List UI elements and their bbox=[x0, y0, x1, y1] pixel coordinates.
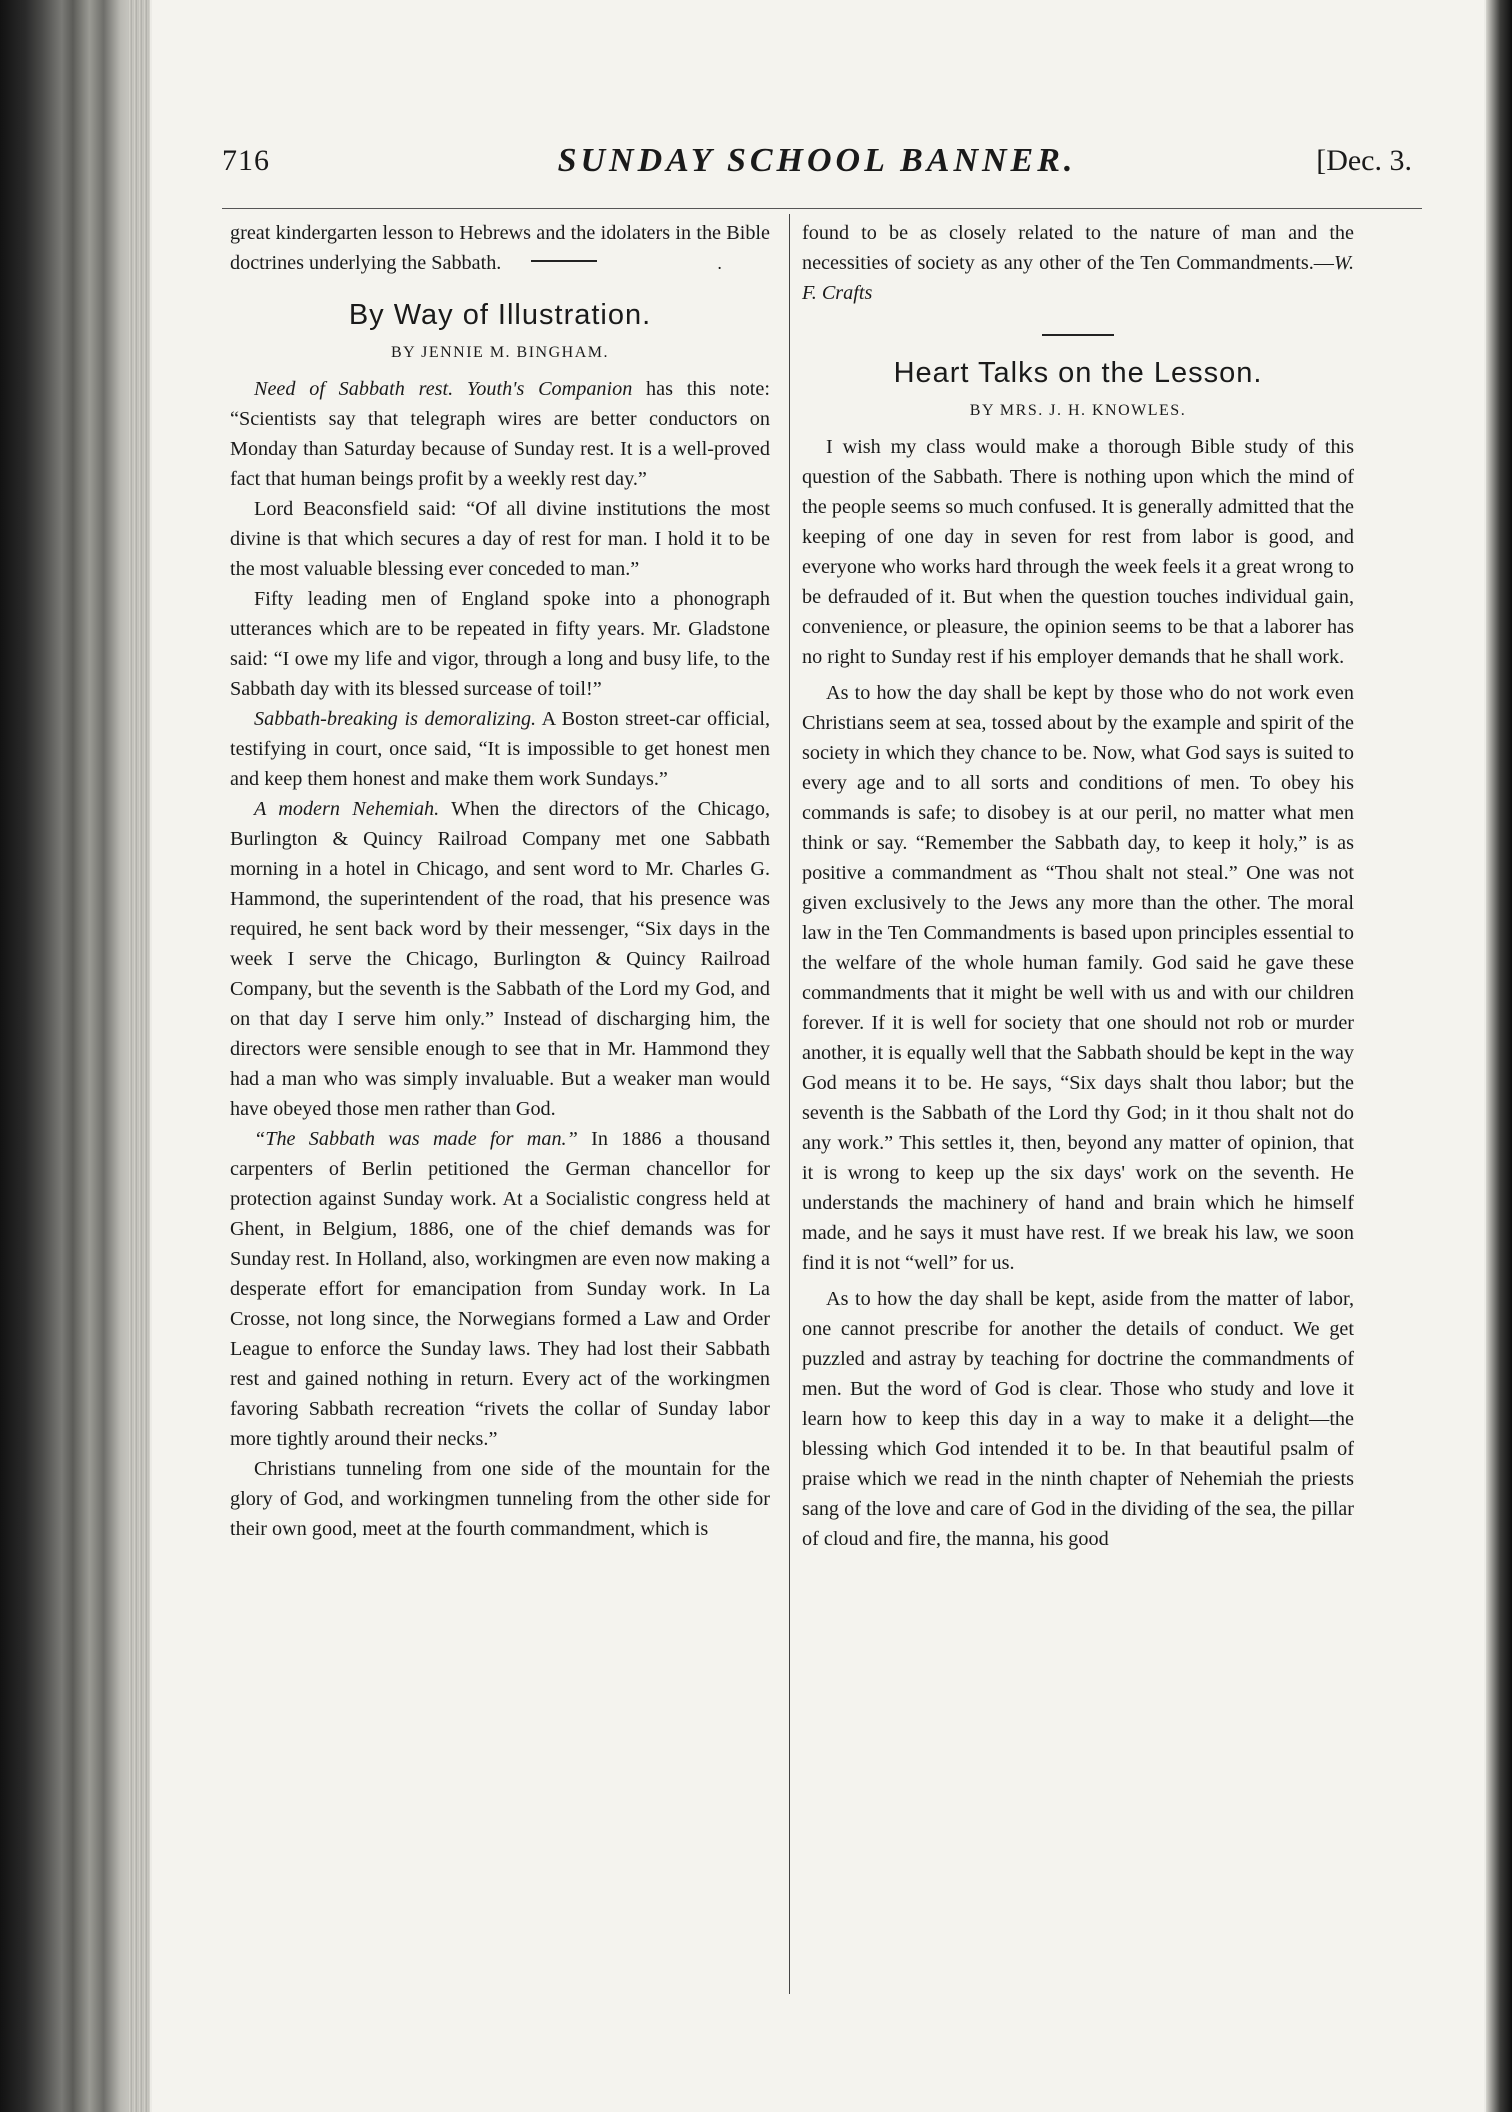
book-page bbox=[152, 0, 1484, 2112]
page-number: 716 bbox=[222, 144, 270, 177]
page-stack-edge bbox=[128, 0, 150, 2112]
paragraph: As to how the day shall be kept, aside from the matter of labor, one cannot prescribe for another the details of conduct. We get puzzled and astray by teaching for doctrine the commandments of men. But the word of God is clear. Those who study and love it learn how to keep this day in a way to make it a delight—the blessing which God intended it to be. In that beautiful psalm of praise which we read in the ninth chapter of Nehemiah the priests sang of the love and care of God in the dividing of the sea, the pillar of cloud and fire, the manna, his good bbox=[802, 1288, 1354, 1550]
header-rule bbox=[222, 208, 1422, 209]
paragraph-lead: Need of Sabbath rest. Youth's Companion bbox=[254, 378, 633, 400]
paragraph: I wish my class would make a thorough Bible study of this question of the Sabbath. There is nothing upon which the mind of the people seems so much confused. It is generally admitted that the keeping of one day in seven for rest from labor is good, and everyone who works hard through the week feels it a great wrong to be defrauded of it. But when the question touches individual gain, convenience, or pleasure, the opinion seems to be that a laborer has no right to Sunday rest if his employer demands that he shall work. bbox=[802, 436, 1354, 668]
paragraph bbox=[230, 794, 770, 1124]
paragraph: Fifty leading men of England spoke into a phonograph utterances which are to be repeated in fifty years. Mr. Gladstone said: “I owe my life and vigor, through a long and busy life, to the Sabbath day with its blessed surcease of toil!” bbox=[230, 588, 770, 700]
paragraph-text: has this note: “Scientists say that telegraph wires are better conductors on Monday than Saturday because of Sunday rest. It is a well-proved fact that human beings profit by a weekly rest day.” bbox=[230, 378, 770, 490]
section-rule bbox=[1042, 334, 1114, 336]
paragraph bbox=[230, 704, 770, 794]
paragraph-lead: A modern Nehemiah. bbox=[254, 798, 440, 820]
byline-bingham: BY JENNIE M. BINGHAM. bbox=[390, 344, 609, 361]
section-rule bbox=[531, 260, 597, 262]
paragraph: Lord Beaconsfield said: “Of all divine institutions the most divine is that which secures a day of rest for man. I hold it to be the most valuable blessing ever conceded to man.” bbox=[230, 498, 770, 580]
paragraph-text: In 1886 a thousand carpenters of Berlin petitioned the German chancellor for protection against Sunday work. At a Socialistic congress held at Ghent, in Belgium, 1886, one of the chief demands was for Sunday rest. In Holland, also, workingmen are even now making a desperate effort for emancipation from Sunday work. In La Crosse, not long since, the Norwegians formed a Law and Order League to enforce the Sunday laws. They had lost their Sabbath rest and gained nothing in return. Every act of the workingmen favoring Sabbath recreation “rivets the collar of Sunday labor more tightly around their necks.” bbox=[230, 1128, 770, 1450]
issue-date: [Dec. 3. bbox=[1316, 144, 1412, 177]
author-signature: W. F. Crafts bbox=[802, 252, 1354, 304]
intro-text: great kindergarten lesson to Hebrews and the idolaters in the Bible doctrines underlying the Sabbath. bbox=[230, 222, 770, 274]
running-header bbox=[222, 134, 1412, 204]
journal-title: SUNDAY SCHOOL BANNER. bbox=[557, 142, 1077, 179]
paragraph: Christians tunneling from one side of the mountain for the glory of God, and workingmen tunneling from the other side for their own good, meet at the fourth commandment, which is bbox=[230, 1458, 770, 1540]
column-divider bbox=[789, 214, 790, 1994]
intro-paragraph bbox=[230, 218, 770, 278]
paragraph bbox=[230, 374, 770, 494]
paragraph-lead: Sabbath-breaking is demoralizing. bbox=[254, 708, 537, 730]
article-title-illustration: By Way of Illustration. bbox=[348, 299, 652, 331]
page-right-shadow bbox=[1486, 0, 1512, 2112]
article-title-heart-talks: Heart Talks on the Lesson. bbox=[893, 357, 1263, 389]
paragraph bbox=[230, 1124, 770, 1454]
right-column bbox=[802, 218, 1354, 1554]
book-binding-shadow bbox=[0, 0, 140, 2112]
paragraph: As to how the day shall be kept by those who do not work even Christians seem at sea, tossed about by the example and spirit of the society in which they chance to be. Now, what God says is suited to every age and to all sorts and conditions of men. To obey his commands is safe; to disobey is at our peril, no matter what men think or say. “Remember the Sabbath day, to keep it holy,” is as positive a commandment as “Thou shalt not steal.” One was not given exclusively to the Jews any more than the other. The moral law in the Ten Commandments is based upon principles essential to the welfare of the whole human family. God said he gave these commandments that it might be well with us and with our children forever. If it is well for society that one should not rob or murder another, it is equally well that the Sabbath should be kept in the way God means it to be. He says, “Six days shalt thou labor; but the seventh is the Sabbath of the Lord thy God; in it thou shalt not do any work.” This settles it, then, beyond any matter of opinion, that it is wrong to keep up the six days' work on the seventh. He understands the machinery of hand and brain which he himself made, and he says it must have rest. If we break his law, we soon find it is not “well” for us. bbox=[802, 682, 1354, 1274]
left-column bbox=[230, 218, 770, 1544]
paragraph-lead: “The Sabbath was made for man.” bbox=[254, 1128, 578, 1150]
paragraph-text: A Boston street-car official, testifying in court, once said, “It is impossible to get honest men and keep them honest and make them work Sundays.” bbox=[230, 708, 770, 790]
paragraph-text: When the directors of the Chicago, Burlington & Quincy Railroad Company met one Sabbath morning in a hotel in Chicago, and sent word to Mr. Charles G. Hammond, the superintendent of the road, that his presence was required, he sent back word by their messenger, “Six days in the week I serve the Chicago, Burlington & Quincy Railroad Company, but the seventh is the Sabbath of the Lord my God, and on that day I serve him only.” Instead of discharging him, the directors were sensible enough to see that in Mr. Hammond they had a man who was simply invaluable. But a weaker man would have obeyed those men rather than God. bbox=[230, 798, 771, 1120]
byline-knowles: BY MRS. J. H. KNOWLES. bbox=[969, 402, 1187, 419]
stray-mark: . bbox=[717, 253, 722, 273]
continuation-text: found to be as closely related to the nature of man and the necessities of society as any other of the Ten Commandments.— bbox=[802, 222, 1354, 274]
continuation-paragraph bbox=[802, 218, 1354, 308]
